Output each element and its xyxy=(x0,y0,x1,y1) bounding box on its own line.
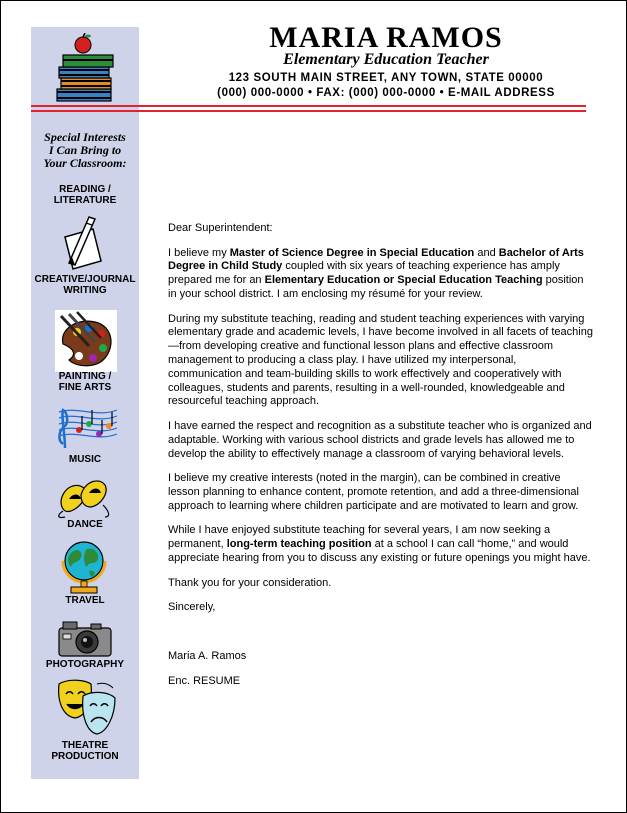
ballet-shoes-icon xyxy=(55,471,113,521)
sidebar-title xyxy=(31,131,139,170)
closing: Sincerely, xyxy=(168,601,216,614)
text-run: coupled with six years of teaching experience has amply prepared me for an xyxy=(168,260,560,287)
header-contact: (000) 000-0000 • FAX: (000) 000-0000 • E-MAIL ADDRESS xyxy=(217,87,555,99)
salutation: Dear Superintendent: xyxy=(168,222,273,234)
header-name: MARIA RAMOS xyxy=(269,21,503,54)
paragraph-4: I believe my creative interests (noted in the margin), can be combined in creative lesson planning to enhance content, promote retention, and add a three-dimensional approach to learning where children participate and are motivated to learn and grow. xyxy=(168,472,579,512)
letter-body xyxy=(168,222,593,688)
text-run: at a school I can call “home,” and would appreciate hearing from you to discuss any existing or future openings you might have. xyxy=(168,538,591,564)
signature: Maria A. Ramos xyxy=(168,649,247,662)
text-run: I believe my xyxy=(168,246,230,259)
books-apple-icon xyxy=(51,33,119,105)
emphasis-text: Bachelor of Arts Degree in Child Study xyxy=(168,246,584,273)
theatre-label xyxy=(31,740,139,762)
painting-label-line: PAINTING / xyxy=(58,371,112,382)
theatre-label-line: PRODUCTION xyxy=(51,751,119,762)
emphasis-text: long-term teaching position xyxy=(226,538,372,551)
writing-label-line: CREATIVE/JOURNAL xyxy=(34,274,136,285)
thanks-line: Thank you for your consideration. xyxy=(168,576,332,589)
paragraph-5 xyxy=(168,524,593,565)
header-rule-bottom xyxy=(31,110,586,112)
music-label: MUSIC xyxy=(68,454,102,465)
palette-icon xyxy=(55,310,117,372)
sidebar-title-line: Special Interests xyxy=(44,130,126,144)
text-run: While I have enjoyed substitute teaching for several years, I am now seeking a permanent, xyxy=(168,524,551,551)
theatre-masks-icon xyxy=(55,676,119,738)
emphasis-text: Elementary Education or Special Education Teaching xyxy=(264,274,543,287)
reading-label xyxy=(31,184,139,206)
painting-label-line: FINE ARTS xyxy=(58,382,112,393)
paragraph-2: During my substitute teaching, reading and student teaching experiences with varying elementary grade and academic levels, I have become involved in all facets of teaching—from developing creative and functional lesson plans and effective classroom management to producing a class play. I have utilized my interpersonal, communication and team-building skills to work effectively and cooperatively with colleagues, students and parents, resulting in a well-rounded, knowledgeable and resourceful teaching approach. xyxy=(168,312,593,408)
writing-label-line: WRITING xyxy=(63,285,107,296)
painting-label xyxy=(31,371,139,393)
paragraph-3: I have earned the respect and recognition as a substitute teacher who is organized and adaptable. Working with various school districts and grade levels has allowed me to develop the ability to effectively manage a classroom of varying behavioral levels. xyxy=(168,419,592,460)
reading-label-line: READING / xyxy=(59,184,111,195)
camera-icon xyxy=(57,618,113,658)
theatre-label-line: THEATRE xyxy=(61,740,109,751)
header-title: Elementary Education Teacher xyxy=(283,51,489,68)
enclosure: Enc. RESUME xyxy=(168,674,241,687)
reading-label-line: LITERATURE xyxy=(53,195,117,206)
header-address: 123 SOUTH MAIN STREET, ANY TOWN, STATE 00000 xyxy=(228,72,544,84)
sidebar-title-line: Your Classroom: xyxy=(43,156,127,170)
globe-icon xyxy=(59,537,109,595)
text-run: and xyxy=(474,246,499,259)
sidebar-title-line: I Can Bring to xyxy=(48,143,122,157)
pencil-paper-icon xyxy=(55,215,111,271)
header-rule-top xyxy=(31,105,586,107)
photography-label: PHOTOGRAPHY xyxy=(45,659,125,670)
dance-label: DANCE xyxy=(67,519,103,530)
emphasis-text: Master of Science Degree in Special Education xyxy=(229,246,475,259)
music-notes-icon xyxy=(53,404,121,452)
travel-label: TRAVEL xyxy=(65,595,105,606)
text-run: position in your school district. I am enclosing my résumé for your review. xyxy=(168,274,584,300)
paragraph-1 xyxy=(168,247,593,302)
writing-label xyxy=(31,274,139,296)
